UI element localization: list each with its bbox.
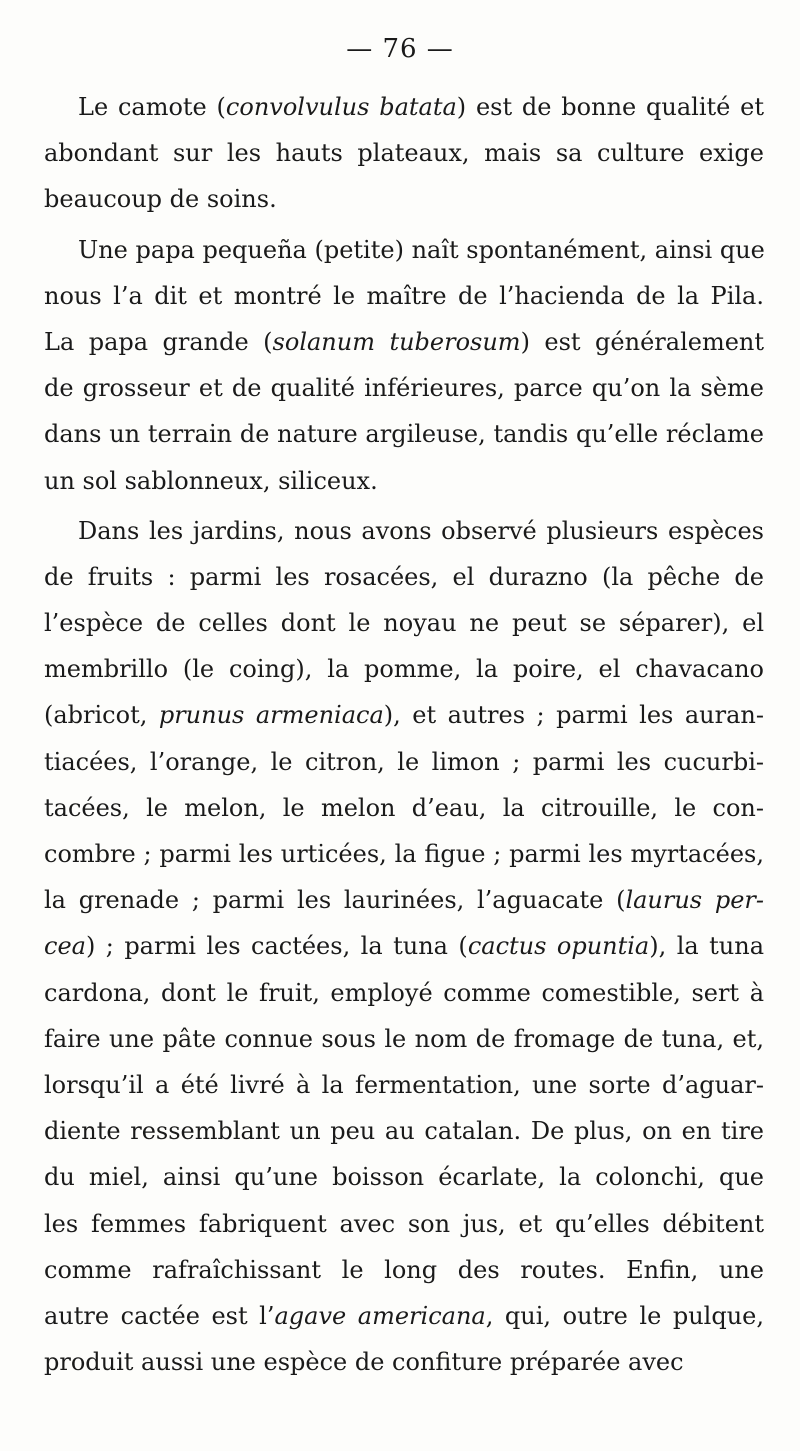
text-line <box>44 1339 764 1385</box>
text-line <box>44 1293 764 1339</box>
text-line <box>44 411 764 457</box>
paragraph <box>44 84 764 223</box>
text-segment: faire une pâte connue sous le nom de fromage de tuna, et, <box>44 1024 764 1053</box>
text-line <box>44 1108 764 1154</box>
text-segment: l’espèce de celles dont le noyau ne peut se séparer), el <box>44 609 764 638</box>
text-line <box>44 970 764 1016</box>
text-segment: du miel, ainsi qu’une boisson écarlate, la colonchi, que <box>44 1163 764 1192</box>
paragraph <box>44 508 764 1386</box>
page-text <box>44 84 764 1385</box>
text-line <box>44 1062 764 1108</box>
italic-text: convolvulus batata <box>225 93 457 121</box>
text-line <box>44 1247 764 1293</box>
text-line <box>44 692 764 738</box>
text-segment: Le camote ( <box>78 93 226 121</box>
text-segment: nous l’a dit et montré le maître de l’hacienda de la Pila. <box>44 281 764 310</box>
text-segment: (abricot, <box>44 701 159 730</box>
text-segment: diente ressemblant un peu au catalan. De plus, on en tire <box>44 1117 764 1146</box>
text-line <box>44 739 764 785</box>
text-line <box>44 1016 764 1062</box>
paragraph <box>44 227 764 504</box>
text-segment: tacées, le melon, le melon d’eau, la citrouille, le con- <box>44 793 764 822</box>
text-line <box>44 877 764 923</box>
text-segment: ) est de bonne qualité et <box>456 93 764 121</box>
italic-text: solanum tuberosum <box>272 327 521 356</box>
text-segment: Une papa pequeña (petite) naît spontanément, ainsi que <box>78 235 765 264</box>
text-line <box>44 176 764 222</box>
text-segment: dans un terrain de nature argileuse, tandis qu’elle réclame <box>44 420 764 449</box>
text-line <box>44 365 764 411</box>
text-line <box>44 554 764 600</box>
text-segment: de grosseur et de qualité inférieures, parce qu’on la sème <box>44 374 764 403</box>
text-line <box>44 130 764 176</box>
text-line <box>44 1201 764 1247</box>
text-segment: abondant sur les hauts plateaux, mais sa culture exige <box>44 139 764 168</box>
text-segment: ) est généralement <box>520 327 765 356</box>
text-segment: de fruits : parmi les rosacées, el durazno (la pêche de <box>44 562 764 591</box>
text-segment: La papa grande ( <box>44 327 273 356</box>
text-segment: tiacées, l’orange, le citron, le limon ; parmi les cucurbi- <box>44 747 764 776</box>
text-segment: ), la tuna <box>649 932 765 961</box>
text-line <box>44 458 764 504</box>
text-line <box>44 785 764 831</box>
italic-text: agave americana <box>274 1301 486 1330</box>
text-segment: , qui, outre le pulque, <box>485 1301 764 1330</box>
italic-text: laurus per- <box>625 886 765 915</box>
italic-text: cea <box>44 932 86 961</box>
text-line <box>44 646 764 692</box>
text-segment: Dans les jardins, nous avons observé plusieurs espèces <box>78 516 764 545</box>
text-line <box>44 508 764 554</box>
text-segment: beaucoup de soins. <box>44 185 277 214</box>
text-segment: lorsqu’il a été livré à la fermentation, une sorte d’aguar- <box>44 1070 764 1099</box>
text-segment: combre ; parmi les urticées, la figue ; parmi les myrtacées, <box>44 840 764 868</box>
text-segment: comme rafraîchissant le long des routes. Enfin, une <box>44 1255 764 1284</box>
text-segment: un sol sablonneux, siliceux. <box>44 466 378 495</box>
italic-text: prunus armeniaca <box>158 701 384 730</box>
text-segment: ) ; parmi les cactées, la tuna ( <box>85 932 468 961</box>
text-segment: produit aussi une espèce de confiture préparée avec <box>44 1348 684 1377</box>
page-number: — 76 — <box>346 34 454 64</box>
text-segment: la grenade ; parmi les laurinées, l’aguacate ( <box>44 886 626 915</box>
text-segment: autre cactée est l’ <box>44 1301 275 1330</box>
text-segment: ), et autres ; parmi les auran- <box>383 701 764 730</box>
text-line <box>44 923 764 969</box>
text-line <box>44 831 764 877</box>
italic-text: cactus opuntia <box>467 932 650 961</box>
text-segment: cardona, dont le fruit, employé comme comestible, sert à <box>44 978 764 1007</box>
text-segment: membrillo (le coing), la pomme, la poire, el chavacano <box>44 655 764 684</box>
text-segment: les femmes fabriquent avec son jus, et qu’elles débitent <box>44 1209 764 1238</box>
text-line <box>44 600 764 646</box>
text-line <box>44 273 764 319</box>
text-line <box>44 1154 764 1200</box>
text-line <box>44 84 764 130</box>
text-line <box>44 227 764 273</box>
text-line <box>44 319 764 365</box>
